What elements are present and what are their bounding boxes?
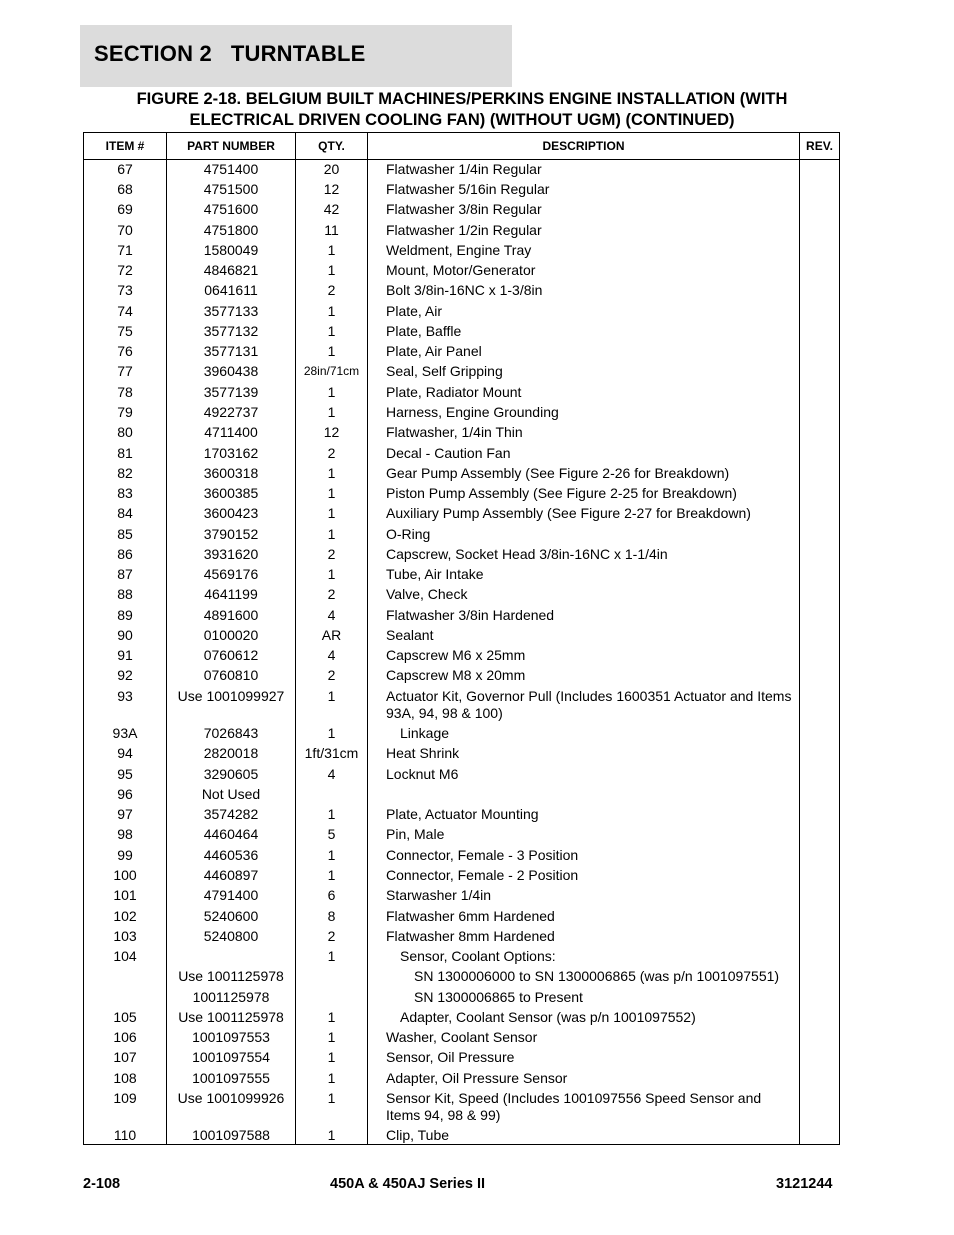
part-number-cell: 4751800	[203, 222, 259, 238]
description-cell: SN 1300006865 to Present	[414, 989, 583, 1005]
qty-cell: 1	[327, 725, 336, 741]
qty-cell: 42	[323, 201, 340, 217]
qty-cell: 2	[327, 546, 336, 562]
item-cell: 104	[113, 948, 137, 964]
description-cell: O-Ring	[386, 526, 431, 542]
figure-title	[84, 89, 840, 131]
description-cell: Flatwasher 3/8in Regular	[386, 201, 542, 217]
part-number-cell: 0760810	[203, 667, 259, 683]
part-number-cell: Use 1001099926	[177, 1090, 285, 1106]
description-cell: Clip, Tube	[386, 1127, 450, 1143]
qty-cell: 20	[323, 161, 340, 177]
part-number-cell: 3790152	[203, 526, 259, 542]
description-cell: Capscrew, Socket Head 3/8in-16NC x 1-1/4in	[386, 546, 668, 562]
part-number-cell: 3600423	[203, 505, 259, 521]
part-number-cell: 4460464	[203, 826, 259, 842]
qty-cell: 1	[327, 1090, 336, 1106]
part-number-cell: 1001097555	[192, 1070, 270, 1086]
item-cell: 78	[117, 384, 133, 400]
qty-cell: 1ft/31cm	[304, 745, 359, 761]
qty-cell: 12	[323, 424, 340, 440]
item-cell: 108	[113, 1070, 137, 1086]
description-cell: Flatwasher, 1/4in Thin	[386, 424, 523, 440]
description-cell: Plate, Air	[386, 303, 443, 319]
part-number-cell: 4751500	[203, 181, 259, 197]
description-cell: Adapter, Coolant Sensor (was p/n 1001097552)	[400, 1009, 696, 1025]
part-number-cell: Not Used	[201, 786, 261, 802]
qty-cell: 5	[327, 826, 336, 842]
qty-cell: 1	[327, 1009, 336, 1025]
part-number-cell: 1703162	[203, 445, 259, 461]
column-header-part-number: PART NUMBER	[187, 139, 275, 153]
part-number-cell: 1001097553	[192, 1029, 270, 1045]
qty-cell: 1	[327, 806, 336, 822]
part-number-cell: 4641199	[204, 586, 258, 602]
footer-page-number: 2-108	[83, 1176, 121, 1192]
part-number-cell: 3600318	[203, 465, 259, 481]
part-number-cell: 1001125978	[192, 989, 270, 1005]
column-header-description: DESCRIPTION	[542, 139, 625, 153]
description-cell: Sensor Kit, Speed (Includes 1001097556 Speed Sensor and Items 94, 98 & 99)	[386, 1090, 762, 1123]
description-cell: Harness, Engine Grounding	[386, 404, 559, 420]
item-cell: 90	[117, 627, 133, 643]
description-cell: Weldment, Engine Tray	[386, 242, 532, 258]
item-cell: 95	[117, 766, 133, 782]
qty-cell: 1	[327, 948, 336, 964]
qty-cell: 1	[327, 505, 336, 521]
part-number-cell: 3577132	[203, 323, 259, 339]
item-cell: 110	[113, 1127, 137, 1143]
item-cell: 86	[117, 546, 133, 562]
item-cell: 106	[113, 1029, 137, 1045]
qty-cell: 12	[323, 181, 340, 197]
description-cell: Heat Shrink	[386, 745, 460, 761]
item-cell: 84	[117, 505, 133, 521]
description-cell: Starwasher 1/4in	[386, 887, 492, 903]
description-cell: Capscrew M8 x 20mm	[386, 667, 526, 683]
item-cell: 109	[113, 1090, 137, 1106]
qty-cell: 2	[327, 928, 336, 944]
part-number-cell: 4922737	[203, 404, 259, 420]
qty-cell: 1	[327, 847, 336, 863]
part-number-cell: 4751600	[203, 201, 259, 217]
part-number-cell: 1580049	[203, 242, 259, 258]
description-cell: Flatwasher 1/2in Regular	[386, 222, 542, 238]
item-cell: 93	[117, 688, 133, 704]
part-number-cell: 0100020	[203, 627, 259, 643]
part-number-cell: 0641611	[204, 282, 258, 298]
column-header-qty: QTY.	[318, 139, 345, 153]
description-cell: Mount, Motor/Generator	[386, 262, 536, 278]
description-cell: Plate, Baffle	[386, 323, 462, 339]
item-cell: 76	[117, 343, 133, 359]
item-cell: 73	[117, 282, 133, 298]
qty-cell: 1	[327, 1049, 336, 1065]
item-cell: 70	[117, 222, 133, 238]
qty-cell: 4	[327, 647, 336, 663]
description-cell: Flatwasher 3/8in Hardened	[386, 607, 555, 623]
qty-cell: 1	[327, 688, 336, 704]
item-cell: 89	[117, 607, 133, 623]
item-cell: 92	[117, 667, 133, 683]
section-title: SECTION 2 TURNTABLE	[94, 41, 366, 66]
header-divider	[84, 159, 839, 160]
qty-cell: 2	[327, 667, 336, 683]
description-cell: Sensor, Oil Pressure	[386, 1049, 515, 1065]
item-cell: 100	[113, 867, 137, 883]
item-cell: 88	[117, 586, 133, 602]
item-cell: 80	[117, 424, 133, 440]
qty-cell: 1	[327, 242, 336, 258]
part-number-cell: 4791400	[203, 887, 259, 903]
part-number-cell: 3577131	[203, 343, 259, 359]
column-divider	[367, 133, 368, 1144]
item-cell: 101	[113, 887, 137, 903]
description-cell: Sealant	[386, 627, 434, 643]
qty-cell: 4	[327, 607, 336, 623]
description-cell: Pin, Male	[386, 826, 445, 842]
description-cell: Piston Pump Assembly (See Figure 2-25 for Breakdown)	[386, 485, 737, 501]
qty-cell: 1	[327, 262, 336, 278]
qty-cell: 1	[327, 465, 336, 481]
description-cell: Tube, Air Intake	[386, 566, 484, 582]
description-cell: Connector, Female - 3 Position	[386, 847, 579, 863]
part-number-cell: 4751400	[203, 161, 259, 177]
part-number-cell: 3577139	[203, 384, 259, 400]
qty-cell: 1	[327, 867, 336, 883]
qty-cell: 1	[327, 1070, 336, 1086]
qty-cell: 2	[327, 586, 336, 602]
item-cell: 71	[117, 242, 133, 258]
description-cell: Auxiliary Pump Assembly (See Figure 2-27 for Breakdown)	[386, 505, 751, 521]
qty-cell: 2	[327, 282, 336, 298]
part-number-cell: Use 1001125978	[178, 1009, 284, 1025]
item-cell: 85	[117, 526, 133, 542]
item-cell: 98	[117, 826, 133, 842]
part-number-cell: 3960438	[203, 363, 259, 379]
part-number-cell: 2820018	[203, 745, 259, 761]
qty-cell: 28in/71cm	[303, 364, 360, 378]
description-cell: Plate, Radiator Mount	[386, 384, 522, 400]
description-cell: Sensor, Coolant Options:	[400, 948, 556, 964]
qty-cell: 1	[327, 303, 336, 319]
item-cell: 103	[113, 928, 137, 944]
description-cell: Capscrew M6 x 25mm	[386, 647, 526, 663]
qty-cell: 11	[324, 222, 339, 238]
part-number-cell: 3931620	[203, 546, 259, 562]
item-cell: 87	[117, 566, 133, 582]
qty-cell: 6	[327, 887, 336, 903]
description-cell: Gear Pump Assembly (See Figure 2-26 for Breakdown)	[386, 465, 730, 481]
description-cell: Flatwasher 1/4in Regular	[386, 161, 542, 177]
description-cell: Plate, Actuator Mounting	[386, 806, 539, 822]
part-number-cell: 4460897	[203, 867, 259, 883]
footer-model: 450A & 450AJ Series II	[330, 1176, 486, 1192]
part-number-cell: 3290605	[203, 766, 259, 782]
qty-cell: 2	[327, 445, 336, 461]
item-cell: 74	[117, 303, 133, 319]
item-cell: 102	[113, 908, 137, 924]
item-cell: 77	[117, 363, 133, 379]
item-cell: 69	[117, 201, 133, 217]
description-cell: Valve, Check	[386, 586, 468, 602]
qty-cell: 1	[327, 384, 336, 400]
item-cell: 94	[117, 745, 133, 761]
item-cell: 83	[117, 485, 133, 501]
item-cell: 68	[117, 181, 133, 197]
part-number-cell: Use 1001125978	[178, 968, 284, 984]
part-number-cell: 5240800	[203, 928, 259, 944]
item-cell: 67	[117, 161, 133, 177]
qty-cell: 1	[327, 404, 336, 420]
part-number-cell: 3577133	[203, 303, 259, 319]
qty-cell: 8	[327, 908, 336, 924]
parts-table	[83, 132, 840, 1145]
part-number-cell: 3574282	[203, 806, 259, 822]
qty-cell: 1	[327, 566, 336, 582]
part-number-cell: 4569176	[203, 566, 259, 582]
part-number-cell: 7026843	[203, 725, 259, 741]
description-cell: Plate, Air Panel	[386, 343, 482, 359]
item-cell: 96	[117, 786, 133, 802]
description-cell: Linkage	[400, 725, 450, 741]
description-cell: Seal, Self Gripping	[386, 363, 503, 379]
description-cell: Locknut M6	[386, 766, 459, 782]
description-cell: Connector, Female - 2 Position	[386, 867, 579, 883]
qty-cell: 4	[327, 766, 336, 782]
description-cell: Flatwasher 6mm Hardened	[386, 908, 555, 924]
description-cell: Adapter, Oil Pressure Sensor	[386, 1070, 568, 1086]
item-cell: 75	[117, 323, 133, 339]
figure-title-line-1: FIGURE 2-18. BELGIUM BUILT MACHINES/PERKINS ENGINE INSTALLATION (WITH	[136, 90, 788, 108]
part-number-cell: 1001097554	[192, 1049, 270, 1065]
item-cell: 91	[117, 647, 133, 663]
description-cell: Bolt 3/8in-16NC x 1-3/8in	[386, 282, 543, 298]
part-number-cell: 4846821	[203, 262, 259, 278]
description-cell: Decal - Caution Fan	[386, 445, 511, 461]
item-cell: 97	[117, 806, 133, 822]
footer-doc-number: 3121244	[776, 1176, 833, 1192]
qty-cell: 1	[327, 485, 336, 501]
qty-cell: 1	[327, 343, 336, 359]
part-number-cell: Use 1001099927	[177, 688, 285, 704]
item-cell: 99	[117, 847, 133, 863]
part-number-cell: 4711400	[204, 424, 258, 440]
item-cell: 105	[113, 1009, 137, 1025]
item-cell: 79	[117, 404, 133, 420]
column-header-item: ITEM #	[105, 139, 145, 153]
qty-cell: 1	[327, 1029, 336, 1045]
item-cell: 107	[113, 1049, 137, 1065]
part-number-cell: 4460536	[203, 847, 259, 863]
qty-cell: 1	[327, 1127, 336, 1143]
qty-cell: AR	[321, 627, 342, 643]
description-cell: Flatwasher 8mm Hardened	[386, 928, 555, 944]
figure-title-line-2: ELECTRICAL DRIVEN COOLING FAN) (WITHOUT UGM) (CONTINUED)	[189, 111, 735, 129]
qty-cell: 1	[327, 323, 336, 339]
item-cell: 93A	[112, 725, 138, 741]
part-number-cell: 5240600	[203, 908, 259, 924]
item-cell: 72	[117, 262, 133, 278]
item-cell: 81	[117, 445, 133, 461]
qty-cell: 1	[327, 526, 336, 542]
column-header-rev: REV.	[806, 139, 833, 153]
part-number-cell: 3600385	[203, 485, 259, 501]
item-cell: 82	[117, 465, 133, 481]
description-cell: Flatwasher 5/16in Regular	[386, 181, 550, 197]
description-cell: Washer, Coolant Sensor	[386, 1029, 538, 1045]
description-cell: Actuator Kit, Governor Pull (Includes 1600351 Actuator and Items 93A, 94, 98 & 100)	[386, 688, 792, 721]
part-number-cell: 0760612	[203, 647, 259, 663]
part-number-cell: 4891600	[203, 607, 259, 623]
description-cell: SN 1300006000 to SN 1300006865 (was p/n 1001097551)	[414, 968, 780, 984]
part-number-cell: 1001097588	[192, 1127, 270, 1143]
